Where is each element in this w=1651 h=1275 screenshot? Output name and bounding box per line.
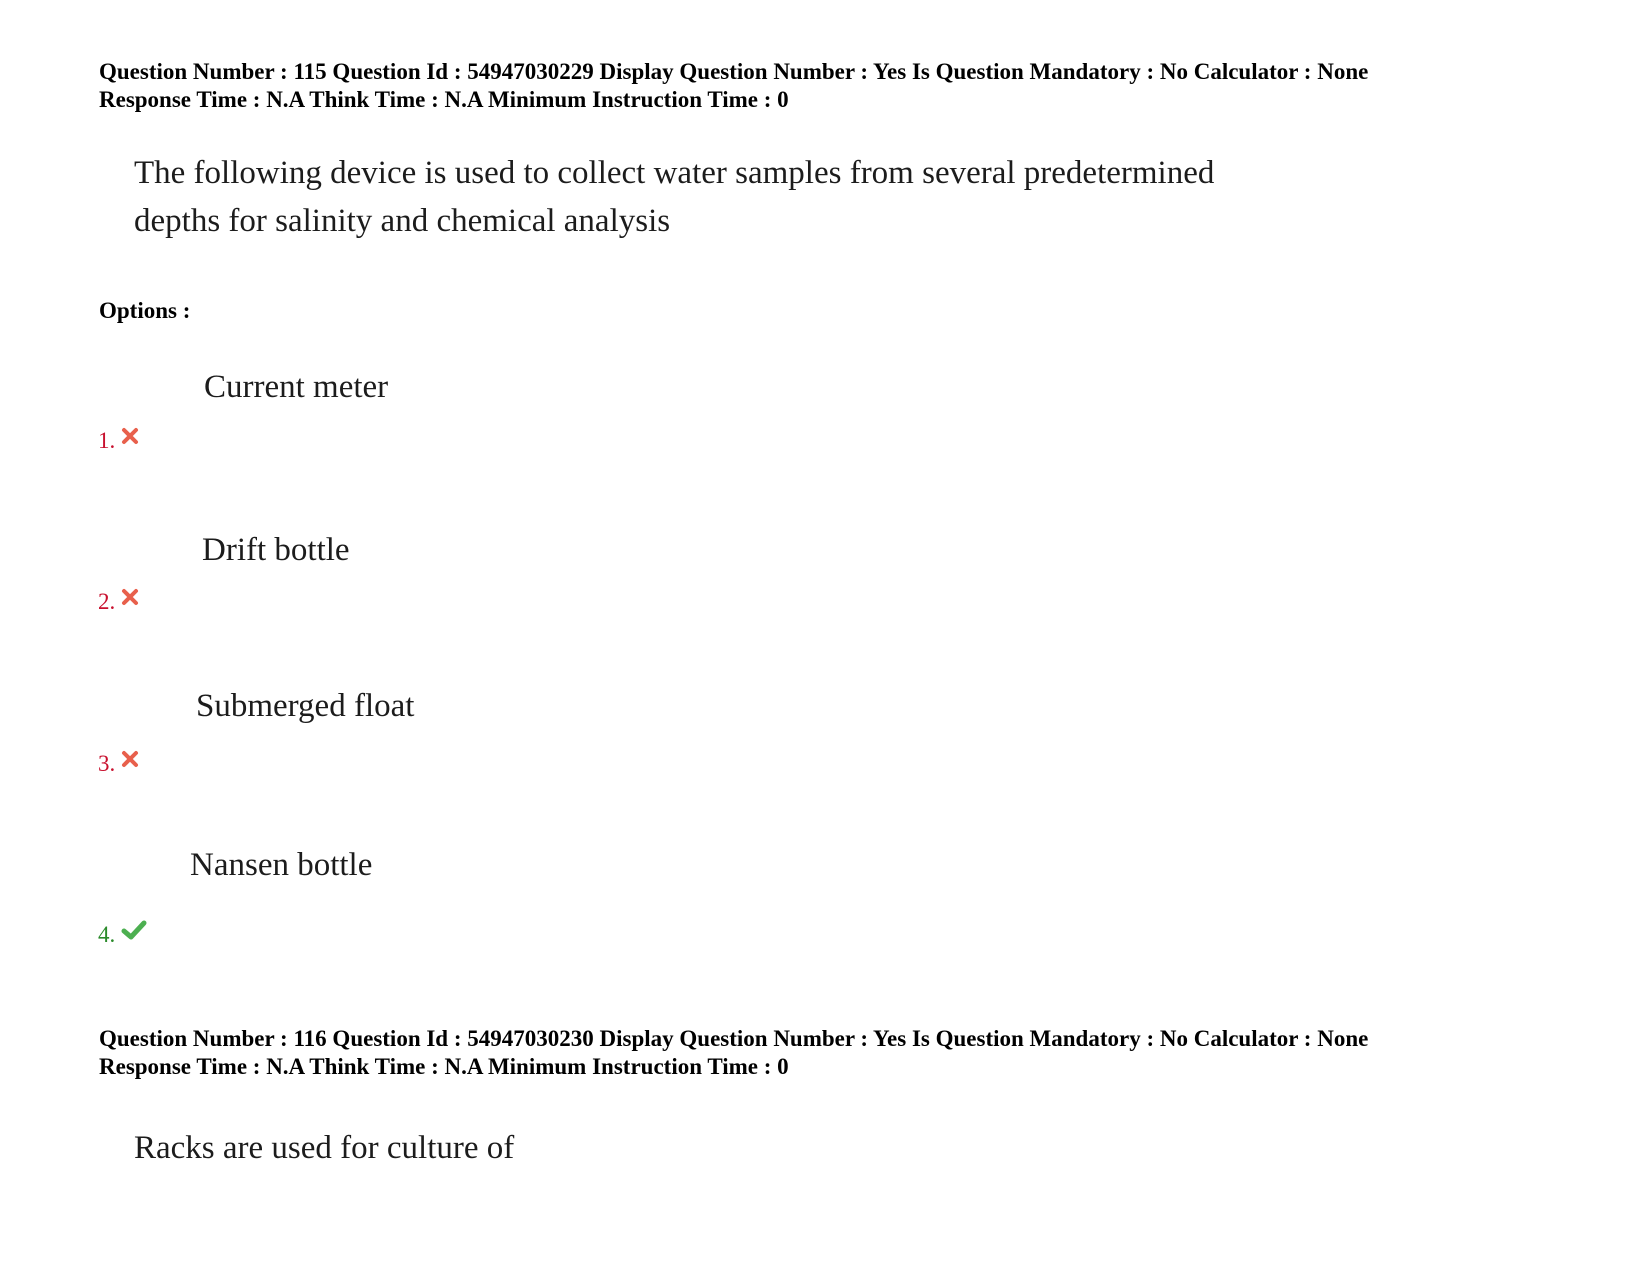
question-116-meta bbox=[99, 1025, 1368, 1081]
cross-icon bbox=[121, 750, 139, 768]
question-116-text-line1: Racks are used for culture of bbox=[134, 1130, 515, 1166]
question-115-meta bbox=[99, 58, 1368, 114]
option-4-number: 4. bbox=[98, 922, 116, 947]
question-116-meta-line1: Question Number : 116 Question Id : 54947030230 Display Question Number : Yes Is Question Mandatory : No Calculator : None bbox=[99, 1026, 1369, 1051]
check-icon bbox=[121, 919, 147, 941]
question-115-meta-line1: Question Number : 115 Question Id : 54947030229 Display Question Number : Yes Is Question Mandatory : No Calculator : None bbox=[99, 59, 1369, 84]
option-3-number: 3. bbox=[98, 751, 116, 776]
option-2-number: 2. bbox=[98, 589, 116, 614]
cross-icon bbox=[121, 588, 139, 606]
options-label: Options : bbox=[99, 298, 191, 323]
question-115-text-line1: The following device is used to collect water samples from several predetermined bbox=[134, 155, 1215, 191]
option-1-text: Current meter bbox=[204, 369, 389, 405]
option-1-marker bbox=[98, 426, 139, 456]
question-116-text bbox=[134, 1124, 514, 1172]
question-115-meta-line2: Response Time : N.A Think Time : N.A Minimum Instruction Time : 0 bbox=[99, 87, 789, 112]
question-115-text-line2: depths for salinity and chemical analysis bbox=[134, 203, 671, 239]
option-2-text: Drift bottle bbox=[202, 532, 350, 568]
option-4-text: Nansen bottle bbox=[190, 847, 373, 883]
cross-icon bbox=[121, 427, 139, 445]
option-4-marker bbox=[98, 920, 147, 950]
option-3-text: Submerged float bbox=[196, 688, 415, 724]
option-3-marker bbox=[98, 749, 139, 779]
question-115-text bbox=[134, 149, 1214, 245]
option-2-marker bbox=[98, 587, 139, 617]
option-1-number: 1. bbox=[98, 428, 116, 453]
question-116-meta-line2: Response Time : N.A Think Time : N.A Minimum Instruction Time : 0 bbox=[99, 1054, 789, 1079]
